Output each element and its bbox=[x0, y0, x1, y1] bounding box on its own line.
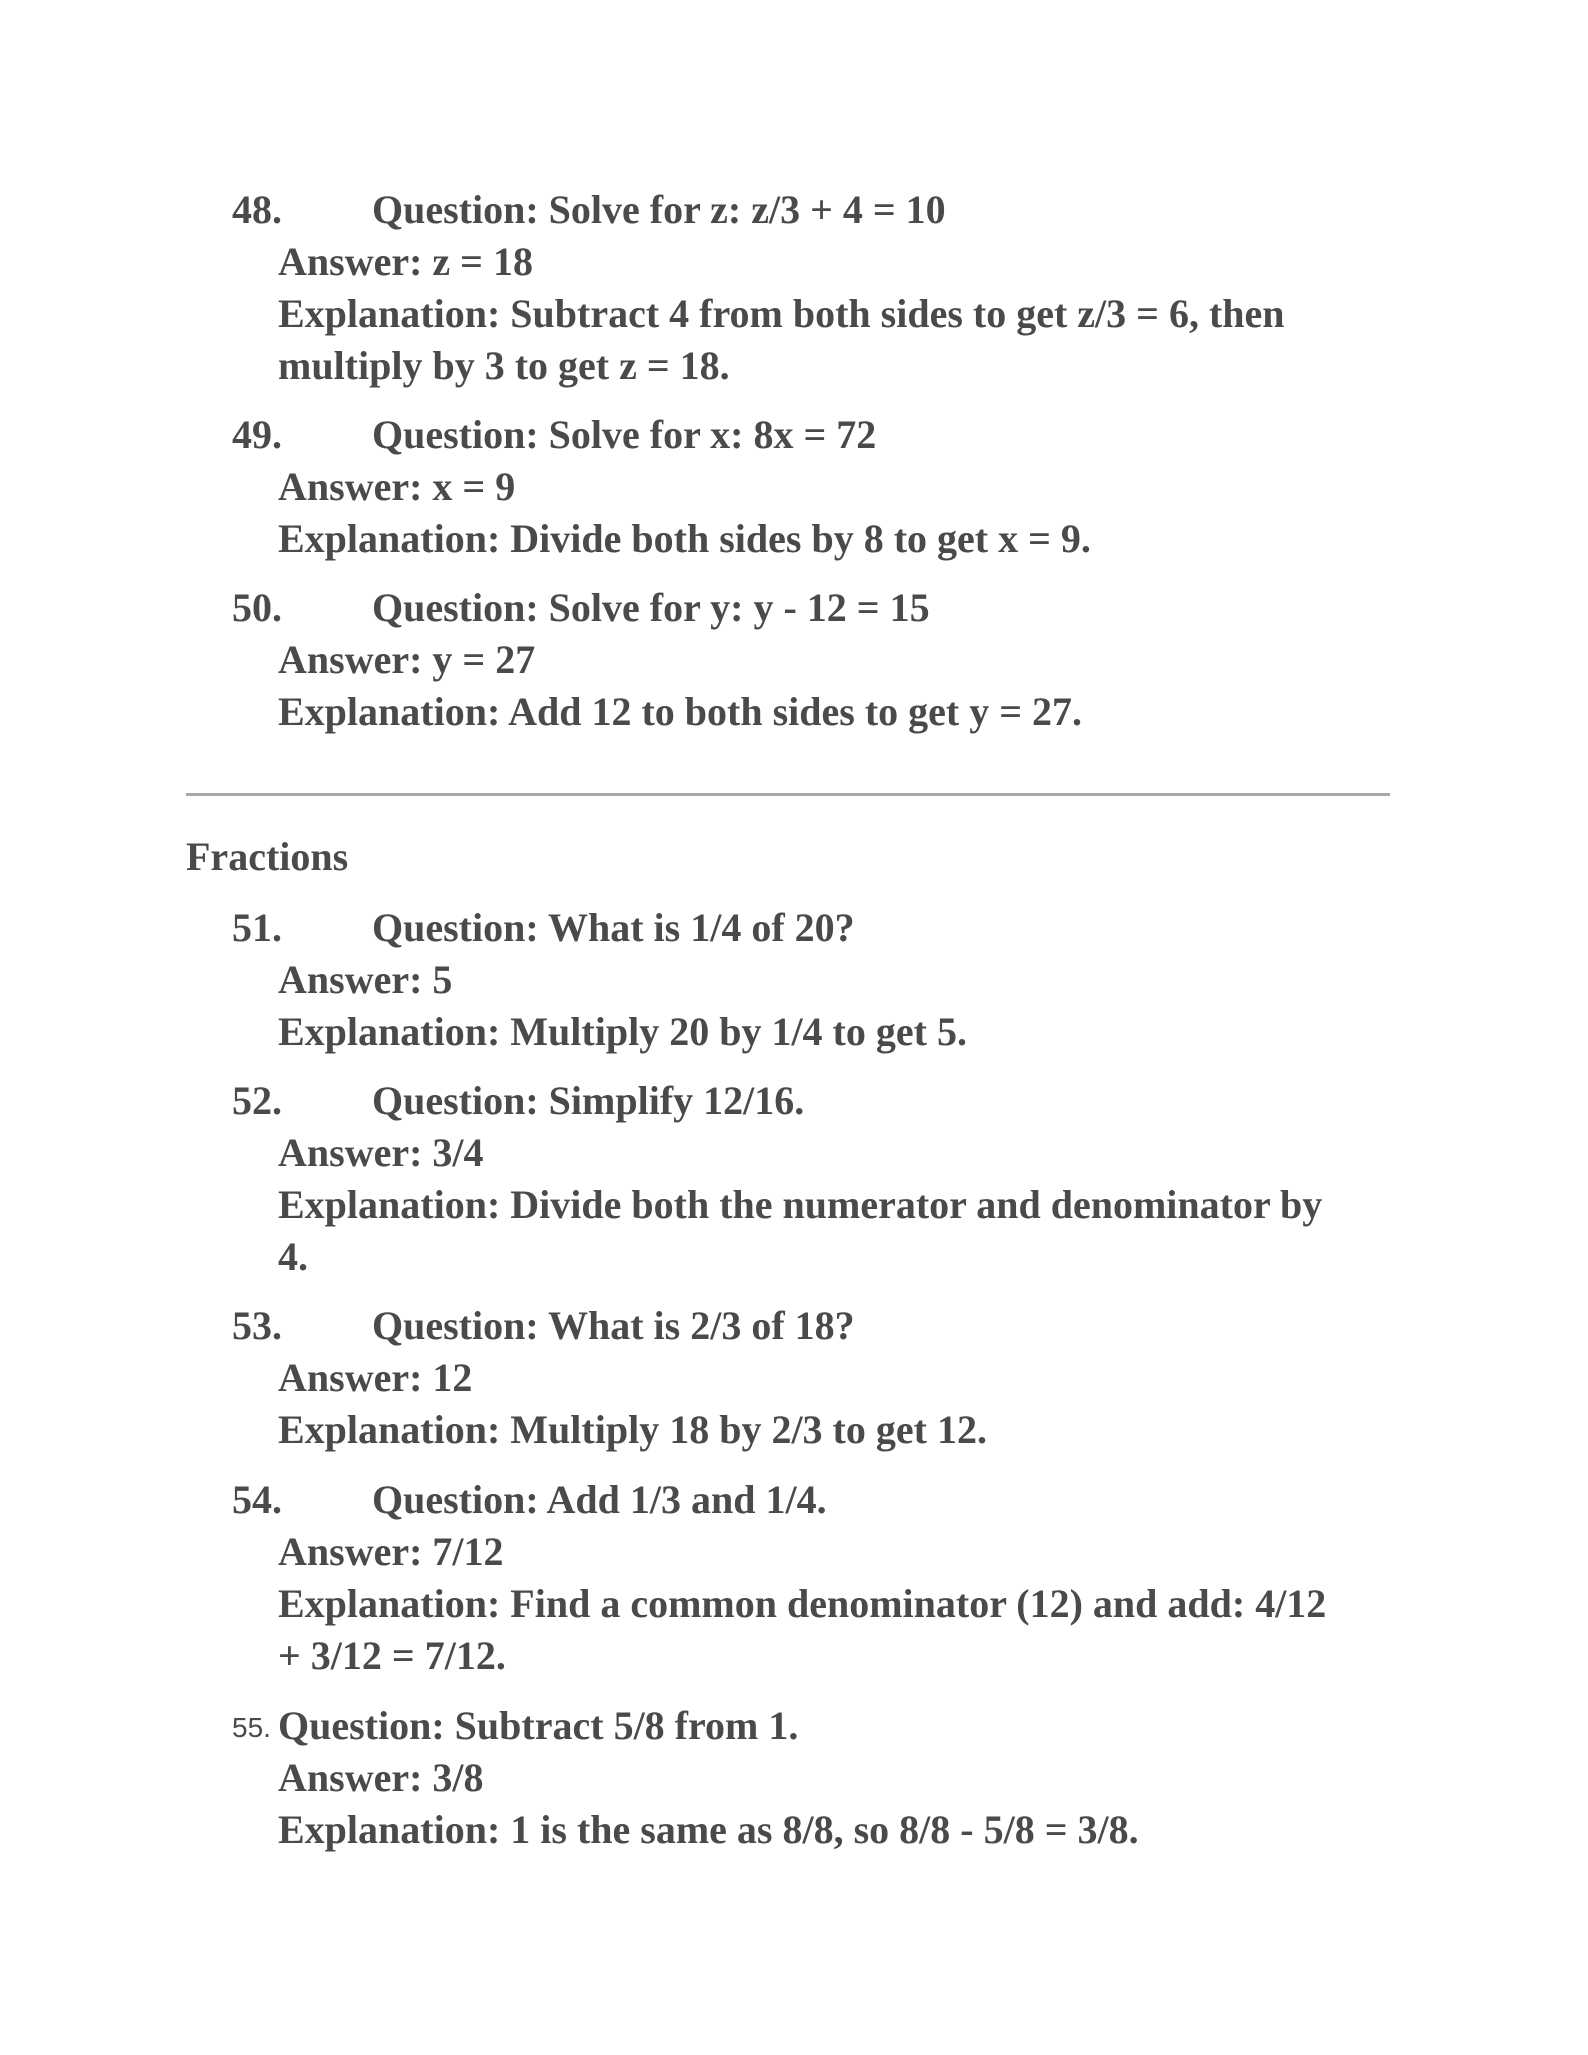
question-text: Question: Simplify 12/16. bbox=[372, 1078, 805, 1123]
answer-text: Answer: 5 bbox=[278, 957, 453, 1002]
question-line bbox=[232, 184, 1392, 236]
question-text: Question: Solve for x: 8x = 72 bbox=[372, 412, 877, 457]
qa-item-51 bbox=[232, 902, 1392, 1058]
answer-text: Answer: y = 27 bbox=[278, 637, 536, 682]
section-heading: Fractions bbox=[186, 834, 349, 879]
qa-item-53 bbox=[232, 1300, 1392, 1456]
question-text: Question: Solve for y: y - 12 = 15 bbox=[372, 585, 930, 630]
answer-text: Answer: 3/8 bbox=[278, 1755, 484, 1800]
item-number: 48. bbox=[232, 187, 282, 232]
explanation-text: Explanation: Add 12 to both sides to get y = 27. bbox=[278, 689, 1083, 734]
explanation-text: multiply by 3 to get z = 18. bbox=[278, 343, 730, 388]
question-text: Question: What is 2/3 of 18? bbox=[372, 1303, 855, 1348]
explanation-text: Explanation: Multiply 18 by 2/3 to get 12. bbox=[278, 1407, 987, 1452]
explanation-text: Explanation: Multiply 20 by 1/4 to get 5. bbox=[278, 1009, 967, 1054]
answer-text: Answer: 7/12 bbox=[278, 1529, 504, 1574]
question-line bbox=[232, 1474, 1392, 1526]
question-text: Question: Subtract 5/8 from 1. bbox=[278, 1703, 799, 1748]
item-number: 50. bbox=[232, 585, 282, 630]
qa-item-55 bbox=[232, 1700, 1392, 1856]
explanation-text: Explanation: Divide both the numerator and denominator by bbox=[278, 1182, 1323, 1227]
item-number: 53. bbox=[232, 1303, 282, 1348]
horizontal-divider bbox=[186, 793, 1390, 796]
question-text: Question: Add 1/3 and 1/4. bbox=[372, 1477, 827, 1522]
question-line bbox=[232, 1700, 1392, 1752]
explanation-text: + 3/12 = 7/12. bbox=[278, 1633, 506, 1678]
explanation-text: Explanation: Find a common denominator (12) and add: 4/12 bbox=[278, 1581, 1327, 1626]
explanation-text: Explanation: 1 is the same as 8/8, so 8/8 - 5/8 = 3/8. bbox=[278, 1807, 1139, 1852]
question-line bbox=[232, 409, 1392, 461]
answer-text: Answer: x = 9 bbox=[278, 464, 516, 509]
explanation-text: 4. bbox=[278, 1234, 308, 1279]
qa-item-50 bbox=[232, 582, 1392, 738]
item-number: 52. bbox=[232, 1078, 282, 1123]
question-text: Question: Solve for z: z/3 + 4 = 10 bbox=[372, 187, 946, 232]
question-text: Question: What is 1/4 of 20? bbox=[372, 905, 855, 950]
question-line bbox=[232, 1075, 1392, 1127]
answer-text: Answer: z = 18 bbox=[278, 239, 533, 284]
question-line bbox=[232, 902, 1392, 954]
item-number: 49. bbox=[232, 412, 282, 457]
explanation-text: Explanation: Subtract 4 from both sides to get z/3 = 6, then bbox=[278, 291, 1285, 336]
item-number: 54. bbox=[232, 1477, 282, 1522]
explanation-text: Explanation: Divide both sides by 8 to get x = 9. bbox=[278, 516, 1091, 561]
question-line bbox=[232, 582, 1392, 634]
qa-item-49 bbox=[232, 409, 1392, 565]
answer-text: Answer: 3/4 bbox=[278, 1130, 484, 1175]
qa-item-54 bbox=[232, 1474, 1392, 1682]
qa-item-48 bbox=[232, 184, 1392, 392]
qa-item-52 bbox=[232, 1075, 1392, 1283]
answer-text: Answer: 12 bbox=[278, 1355, 473, 1400]
item-number: 55. bbox=[232, 1712, 271, 1743]
question-line bbox=[232, 1300, 1392, 1352]
item-number: 51. bbox=[232, 905, 282, 950]
